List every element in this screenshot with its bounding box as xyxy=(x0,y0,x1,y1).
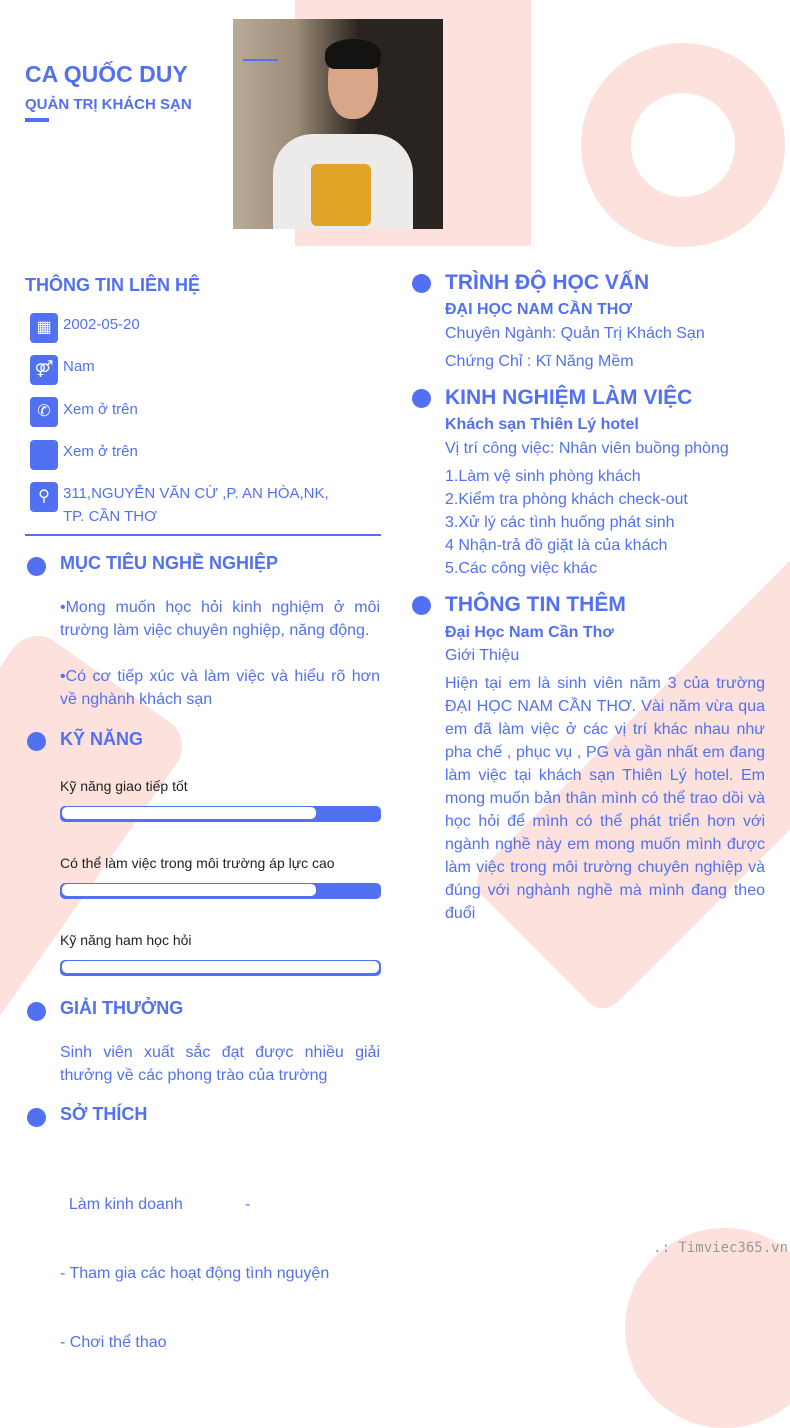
section-bullet xyxy=(27,1002,46,1021)
birthdate: 2002-05-20 xyxy=(63,316,140,333)
hobby-item: - Tham gia các hoạt động tình nguyện xyxy=(60,1265,330,1282)
awards-heading: GIẢI THƯỞNG xyxy=(60,998,184,1018)
watermark: .: Timviec365.vn xyxy=(653,1240,788,1256)
objective-text-2: •Có cơ tiếp xúc và làm việc và hiểu rõ hơn về nghành khách sạn xyxy=(60,668,380,708)
contact-heading: THÔNG TIN LIÊN HỆ xyxy=(25,275,200,295)
address-line-1: 311,NGUYỄN VĂN CỪ ,P. AN HÒA,NK, xyxy=(63,485,329,502)
task-item: 5.Các công việc khác xyxy=(445,560,598,577)
email: Xem ở trên xyxy=(63,443,138,460)
skill-label: Có thể làm việc trong môi trường áp lực cao xyxy=(60,855,335,871)
skill-bar-fill xyxy=(62,884,316,896)
skill-bar xyxy=(60,806,381,822)
gender: Nam xyxy=(63,358,95,375)
skill-label: Kỹ năng ham học hỏi xyxy=(60,932,192,948)
location-pin-icon: ⚲ xyxy=(30,482,58,512)
education-school: ĐẠI HỌC NAM CẦN THƠ xyxy=(445,301,632,318)
education-cert: Chứng Chỉ : Kĩ Năng Mềm xyxy=(445,353,634,370)
task-item: 3.Xử lý các tình huống phát sinh xyxy=(445,514,675,531)
section-bullet xyxy=(412,596,431,615)
hobby-item: Làm kinh doanh - xyxy=(60,1196,251,1213)
skill-label: Kỹ năng giao tiếp tốt xyxy=(60,778,188,794)
email-icon xyxy=(30,440,58,470)
task-item: 1.Làm vệ sinh phòng khách xyxy=(445,468,641,485)
more-info-subtitle: Giới Thiệu xyxy=(445,647,520,664)
skills-heading: KỸ NĂNG xyxy=(60,729,144,749)
phone: Xem ở trên xyxy=(63,401,138,418)
address-line-2: TP. CẦN THƠ xyxy=(63,508,157,525)
hobbies-list xyxy=(60,1147,329,1377)
hobbies-heading: SỞ THÍCH xyxy=(60,1104,148,1124)
decor-circle-bottom xyxy=(625,1228,790,1428)
experience-heading: KINH NGHIỆM LÀM VIỆC xyxy=(445,386,693,409)
objective-heading: MỤC TIÊU NGHỀ NGHIỆP xyxy=(60,553,279,573)
task-item: 2.Kiểm tra phòng khách check-out xyxy=(445,491,688,508)
task-item: 4 Nhận-trả đồ giặt là của khách xyxy=(445,537,668,554)
title-underline xyxy=(25,118,49,122)
candidate-name: CA QUỐC DUY xyxy=(25,61,188,87)
skill-bar-fill xyxy=(62,961,379,973)
skill-bar-fill xyxy=(62,807,316,819)
gender-icon: ⚤ xyxy=(30,355,58,385)
candidate-title: QUẢN TRỊ KHÁCH SẠN xyxy=(25,96,192,113)
phone-icon: ✆ xyxy=(30,397,58,427)
section-bullet xyxy=(27,1108,46,1127)
section-bullet xyxy=(412,389,431,408)
experience-position: Vị trí công việc: Nhân viên buồng phòng xyxy=(445,440,729,457)
experience-company: Khách sạn Thiên Lý hotel xyxy=(445,416,639,433)
calendar-icon: ▦ xyxy=(30,313,58,343)
decor-ring xyxy=(581,43,785,247)
section-bullet xyxy=(27,732,46,751)
experience-tasks xyxy=(445,465,688,580)
skill-bar xyxy=(60,960,381,976)
skill-bar xyxy=(60,883,381,899)
avatar-photo xyxy=(233,19,443,229)
more-info-heading: THÔNG TIN THÊM xyxy=(445,593,626,616)
awards-text: Sinh viên xuất sắc đạt được nhiều giải thưởng về các phong trào của trường xyxy=(60,1044,380,1084)
education-heading: TRÌNH ĐỘ HỌC VẤN xyxy=(445,271,650,294)
section-bullet xyxy=(27,557,46,576)
more-info-text: Hiện tại em là sinh viên năm 3 của trường ĐẠI HỌC NAM CẦN THƠ. Vài năm vừa qua em đã làm việc ở các vị trí khác nhau như pha chế , phục vụ , PG và gần nhất em đang làm việc tại khách sạn Thiên Lý hotel. Em mong muốn bản thân mình có thể trao dồi và học hỏi để mình có thể phát triển hơn với ngành nghề này em mong muốn mình được làm việc trong môi trường chuyên nghiệp và đúng với nghành nghề mà mình đang theo đuổi xyxy=(445,675,765,922)
education-major: Chuyên Ngành: Quản Trị Khách Sạn xyxy=(445,325,705,342)
address xyxy=(63,482,329,528)
section-bullet xyxy=(412,274,431,293)
divider xyxy=(25,534,381,536)
more-info-school: Đại Học Nam Cần Thơ xyxy=(445,624,614,641)
objective-text-1: •Mong muốn học hỏi kinh nghiệm ở môi trường làm việc chuyên nghiệp, năng động. xyxy=(60,599,380,639)
hobby-item: - Chơi thể thao xyxy=(60,1334,167,1351)
